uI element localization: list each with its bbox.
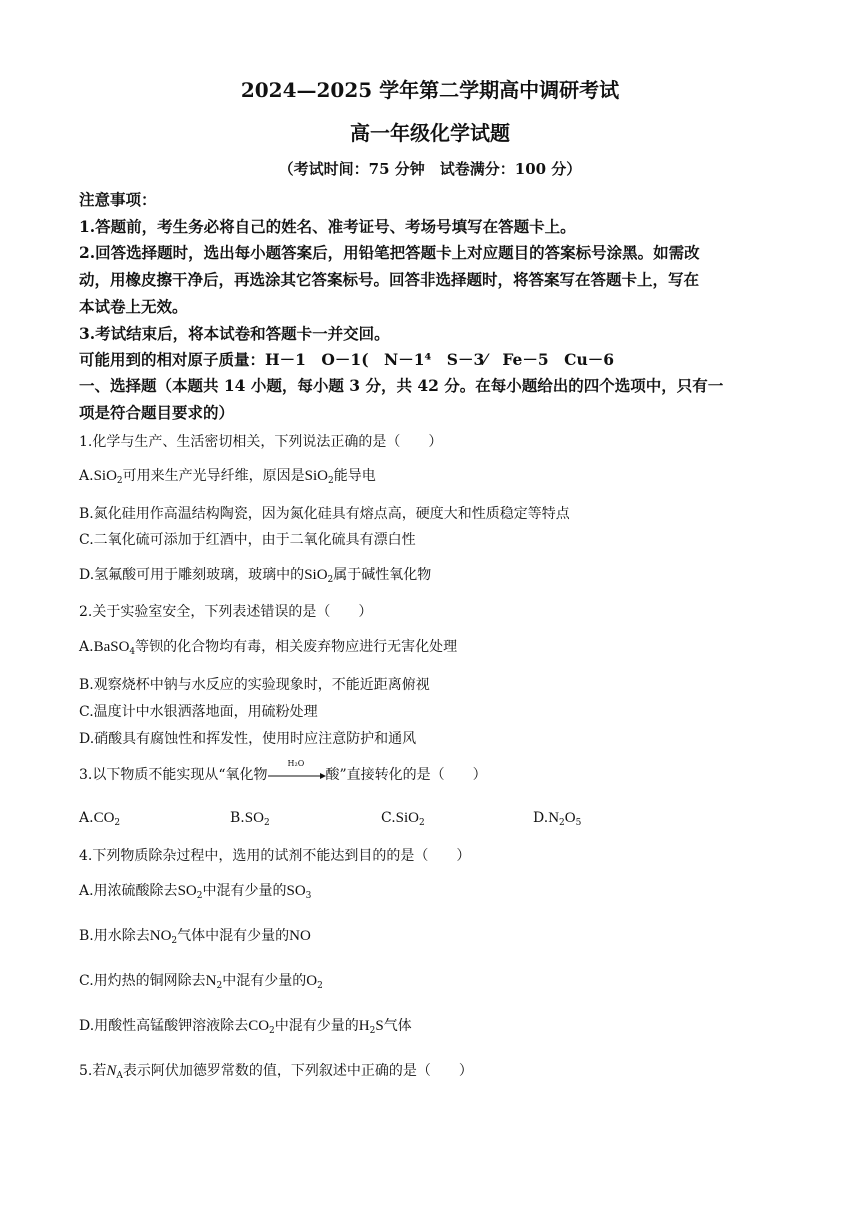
formula: NO — [289, 928, 311, 944]
q3-option-d — [533, 810, 581, 828]
section-1-heading-line-1: 一、选择题（本题共 14 小题，每小题 3 分，共 42 分。在每小题给出的四个选项中，只有一 — [79, 376, 724, 395]
reaction-arrow-icon — [268, 759, 326, 782]
q3-stem — [79, 759, 487, 784]
q1-option-b: B.氮化硅用作高温结构陶瓷，因为氮化硅具有熔点高，硬度大和性质稳定等特点 — [79, 506, 570, 522]
note-3: 3.考试结束后，将本试卷和答题卡一并交回。 — [79, 324, 390, 343]
subscript: 2 — [317, 981, 323, 991]
q1-option-c: C.二氧化硫可添加于红酒中，由于二氧化硫具有漂白性 — [79, 532, 416, 548]
formula: SiO — [395, 810, 420, 826]
option-text: 中混有少量的 — [274, 1018, 359, 1034]
stem-text: 5.若 — [79, 1063, 107, 1079]
subscript: 4 — [129, 647, 136, 657]
subscript: 3 — [305, 891, 312, 901]
q1-option-a — [79, 465, 376, 486]
subscript: 2 — [263, 818, 270, 828]
option-letter: A. — [79, 468, 94, 484]
subscript: 5 — [575, 818, 582, 828]
option-letter: A. — [79, 639, 94, 655]
exam-title: 2024—2025 学年第二学期高中调研考试 — [240, 78, 620, 102]
formula: SO — [286, 883, 306, 899]
subscript: 2 — [369, 1026, 376, 1036]
notes-heading: 注意事项： — [79, 190, 157, 209]
option-text: C.用灼热的铜网除去 — [79, 973, 206, 989]
subscript: A — [116, 1071, 123, 1081]
arrow-label: H₂O — [287, 759, 305, 768]
option-text: 气体中混有少量的 — [177, 928, 290, 944]
formula: SO — [177, 883, 197, 899]
option-text: D.氢氟酸可用于雕刻玻璃，玻璃中的 — [79, 567, 305, 583]
q2-stem: 2.关于实验室安全，下列表述错误的是（ ） — [79, 604, 373, 620]
note-2-line-3: 本试卷上无效。 — [79, 297, 188, 316]
formula: NO — [149, 928, 172, 944]
formula: CO — [248, 1018, 270, 1034]
q3-option-a — [79, 810, 120, 828]
q3-option-c — [381, 810, 425, 828]
atomic-mass-line: 可能用到的相对原子质量：H－1 O－1( N－1⁴ S－3⁄ Fe－5 Cu－6 — [79, 350, 615, 369]
option-text: 中混有少量的 — [202, 883, 287, 899]
formula: N — [106, 1063, 117, 1079]
q3-option-b — [230, 810, 270, 828]
option-text: 等钡的化合物均有毒，相关废弃物应进行无害化处理 — [135, 639, 458, 655]
option-letter: C. — [381, 810, 396, 826]
note-2-line-1: 2.回答选择题时，选出每小题答案后，用铅笔把答题卡上对应题目的答案标号涂黑。如需改 — [79, 243, 700, 262]
note-1: 1.答题前，考生务必将自己的姓名、准考证号、考场号填写在答题卡上。 — [79, 217, 576, 236]
subscript: 2 — [327, 476, 334, 486]
formula: O — [306, 973, 318, 989]
formula: CO — [93, 810, 115, 826]
q4-option-a — [79, 880, 311, 901]
option-text: 属于碱性氧化物 — [333, 567, 432, 583]
subscript: 2 — [114, 818, 121, 828]
option-text: 可用来生产光导纤维，原因是 — [122, 468, 305, 484]
q1-stem: 1.化学与生产、生活密切相关，下列说法正确的是（ ） — [79, 434, 443, 450]
exam-info: （考试时间：75 分钟 试卷满分：100 分） — [278, 160, 582, 178]
subscript: 2 — [216, 981, 223, 991]
subscript: 2 — [327, 575, 334, 585]
option-letter: A. — [79, 810, 94, 826]
option-text: B.用水除去 — [79, 928, 150, 944]
formula: N — [548, 810, 560, 826]
option-text: 中混有少量的 — [222, 973, 307, 989]
subscript: 2 — [559, 818, 565, 828]
subscript: 2 — [419, 818, 425, 828]
formula: N — [205, 973, 217, 989]
q4-option-b — [79, 925, 311, 946]
formula: SiO — [93, 468, 117, 484]
formula: SO — [244, 810, 264, 826]
formula: BaSO — [93, 639, 130, 655]
q2-option-a — [79, 636, 457, 657]
stem-text: 酸”直接转化的是（ ） — [325, 767, 487, 783]
q1-option-d — [79, 564, 431, 585]
formula: SiO — [304, 468, 328, 484]
q2-option-b: B.观察烧杯中钠与水反应的实验现象时，不能近距离俯视 — [79, 677, 430, 693]
q4-option-c — [79, 970, 323, 991]
option-text: D.用酸性高锰酸钾溶液除去 — [79, 1018, 249, 1034]
subscript: 2 — [116, 476, 123, 486]
option-text: A.用浓硫酸除去 — [79, 883, 178, 899]
q4-stem: 4.下列物质除杂过程中，选用的试剂不能达到目的的是（ ） — [79, 848, 471, 864]
note-2-line-2: 动，用橡皮擦干净后，再选涂其它答案标号。回答非选择题时，将答案写在答题卡上，写在 — [79, 270, 700, 289]
option-text: 能导电 — [333, 468, 376, 484]
formula: H — [358, 1018, 370, 1034]
option-text: 气体 — [383, 1018, 412, 1034]
stem-text: 表示阿伏加德罗常数的值，下列叙述中正确的是（ ） — [122, 1063, 473, 1079]
q5-stem — [79, 1060, 473, 1081]
subscript: 2 — [196, 891, 203, 901]
section-1-heading-line-2: 项是符合题目要求的） — [79, 403, 235, 422]
subscript: 2 — [171, 936, 178, 946]
option-letter: B. — [230, 810, 245, 826]
q2-option-c: C.温度计中水银洒落地面，用硫粉处理 — [79, 704, 318, 720]
formula: S — [375, 1018, 384, 1034]
q2-option-d: D.硝酸具有腐蚀性和挥发性，使用时应注意防护和通风 — [79, 731, 417, 747]
q4-option-d — [79, 1015, 412, 1036]
subscript: 2 — [269, 1026, 275, 1036]
option-letter: D. — [533, 810, 549, 826]
formula: O — [564, 810, 576, 826]
exam-subtitle: 高一年级化学试题 — [350, 121, 510, 145]
stem-text: 3.以下物质不能实现从“氧化物 — [79, 767, 268, 783]
formula: SiO — [304, 567, 328, 583]
